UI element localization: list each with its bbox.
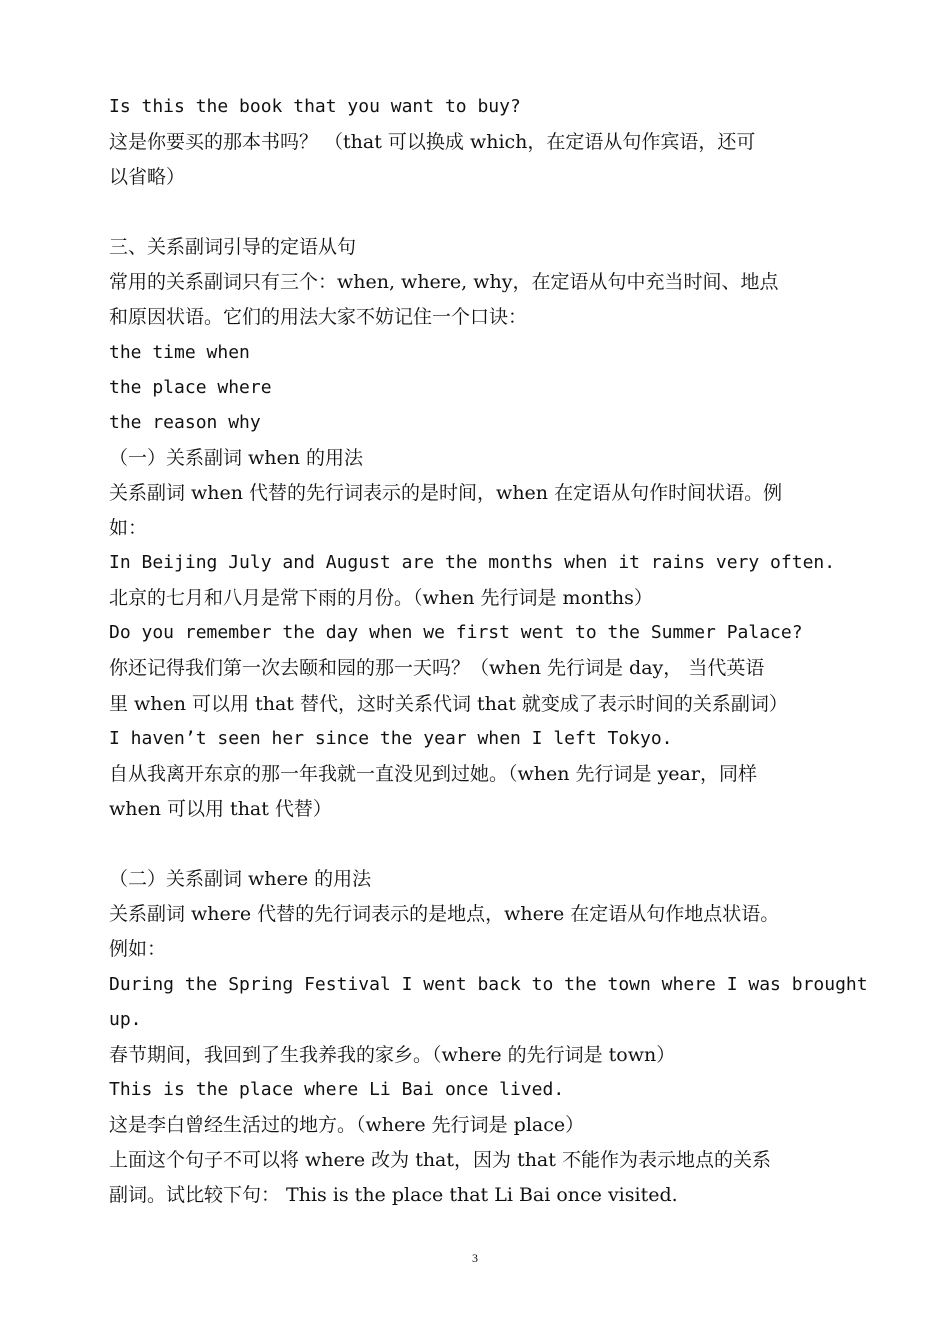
example-sentence: This is the place where Li Bai once lived. [109,1079,565,1100]
text-line: 常用的关系副词只有三个：when, where, why，在定语从句中充当时间、地点 [109,271,779,293]
text-line: the reason why [109,412,261,433]
text-line: 关系副词 when 代替的先行词表示的是时间，when 在定语从句作时间状语。例 [109,482,783,504]
text-line: Is this the book that you want to buy? [109,96,521,117]
example-sentence: up. [109,1009,142,1030]
page-number: 3 [472,1251,478,1265]
subsection-heading: （二）关系副词 where 的用法 [109,868,372,890]
text-line: 以省略） [109,166,186,188]
text-line: 上面这个句子不可以将 where 改为 that，因为 that 不能作为表示地点的关系 [109,1149,771,1171]
text-line: the place where [109,377,272,398]
text-line: when 可以用 that 代替） [109,798,332,820]
text-line: 副词。试比较下句： This is the place that Li Bai once visited. [109,1184,678,1206]
text-line: 北京的七月和八月是常下雨的月份。（when 先行词是 months） [109,587,653,609]
text-line: the time when [109,342,250,363]
text-line: 例如： [109,938,167,960]
text-line: 如： [109,517,148,539]
subsection-heading: （一）关系副词 when 的用法 [109,447,364,469]
section-heading: 三、关系副词引导的定语从句 [109,236,357,258]
text-line: 关系副词 where 代替的先行词表示的是地点，where 在定语从句作地点状语。 [109,903,780,925]
example-sentence: In Beijing July and August are the months when it rains very often. [109,552,836,573]
text-line: 这是你要买的那本书吗？ （that 可以换成 which，在定语从句作宾语，还可 [109,131,756,153]
text-line: 这是李白曾经生活过的地方。（where 先行词是 place） [109,1114,585,1136]
example-sentence: I haven’t seen her since the year when I left Tokyo. [109,728,673,749]
text-line: 自从我离开东京的那一年我就一直没见到过她。（when 先行词是 year，同样 [109,763,757,785]
text-line: 和原因状语。它们的用法大家不妨记住一个口诀： [109,306,528,328]
text-line: 里 when 可以用 that 替代，这时关系代词 that 就变成了表示时间的关系副词） [109,693,788,715]
text-line: 你还记得我们第一次去颐和园的那一天吗？（when 先行词是 day， 当代英语 [109,657,765,679]
example-sentence: Do you remember the day when we first went to the Summer Palace? [109,622,803,643]
example-sentence: During the Spring Festival I went back to the town where I was brought [109,974,868,995]
text-line: 春节期间，我回到了生我养我的家乡。（where 的先行词是 town） [109,1044,676,1066]
